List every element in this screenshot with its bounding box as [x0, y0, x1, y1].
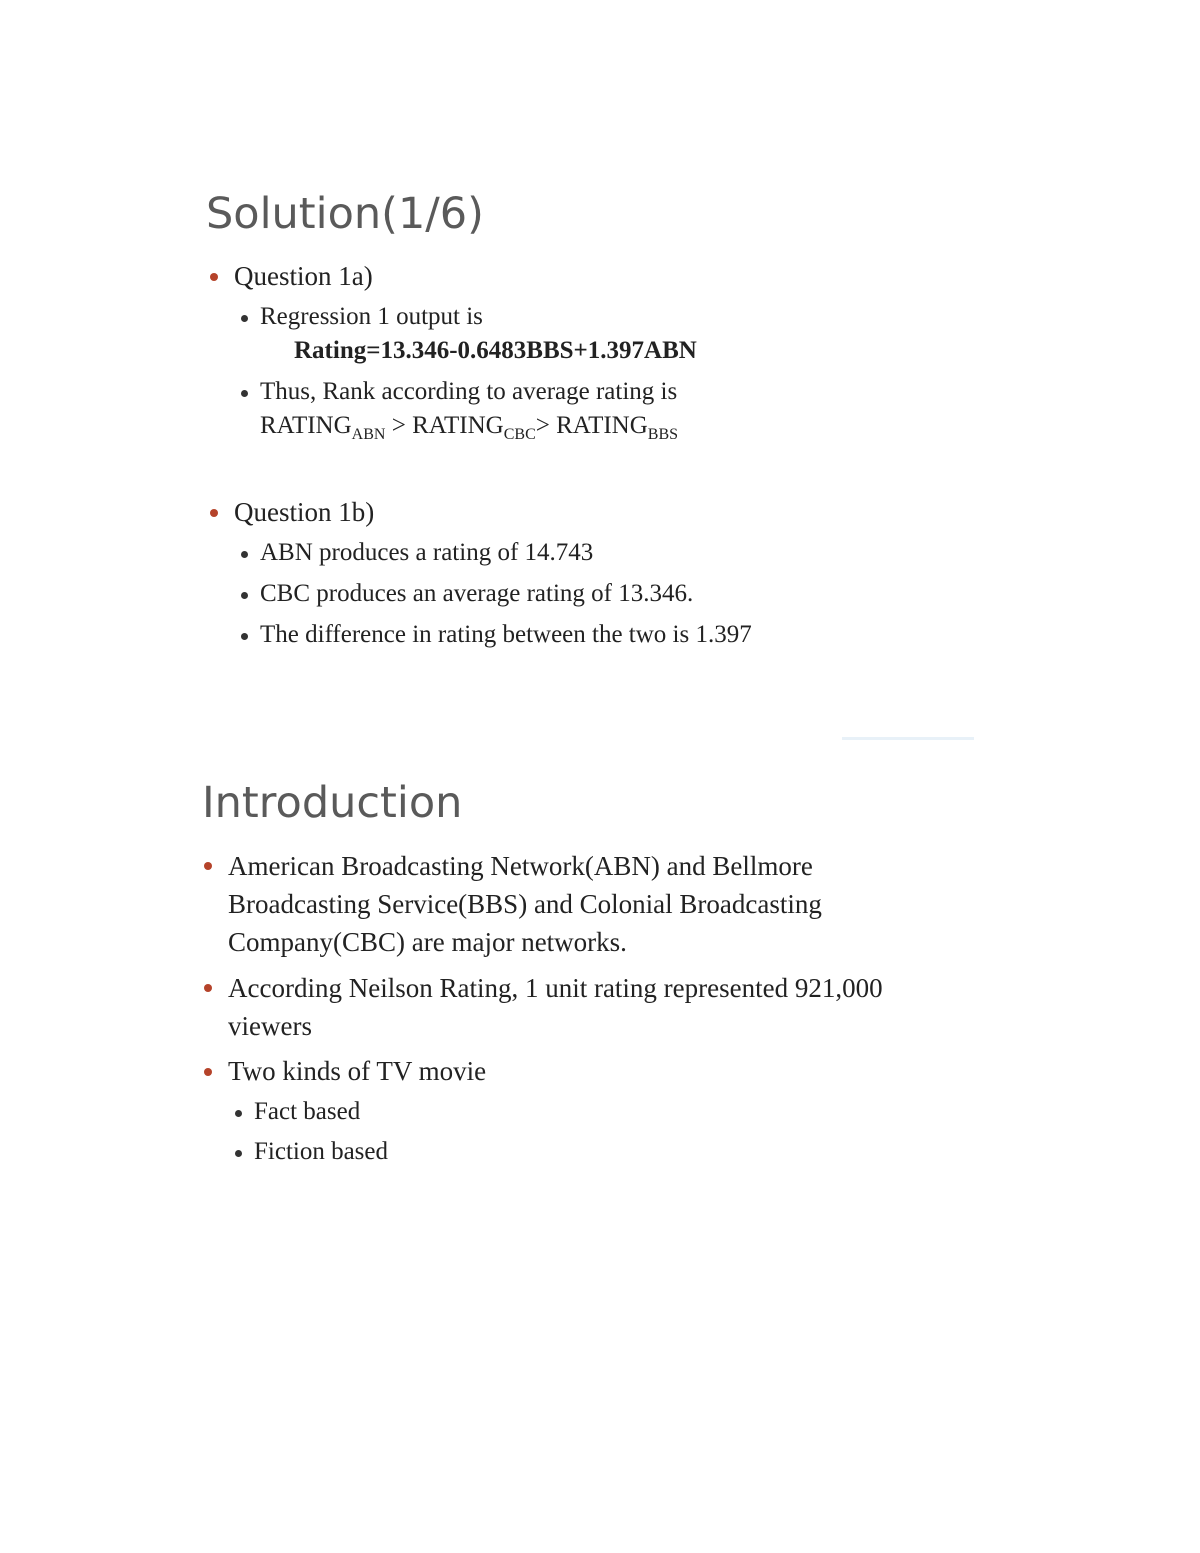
bullet-dot: [204, 862, 212, 870]
bullet-dot: [241, 315, 248, 322]
regression-formula: Rating=13.346-0.6483BBS+1.397ABN: [294, 337, 697, 364]
rank-separator: >: [385, 412, 413, 439]
introduction-title: Introduction: [202, 778, 463, 828]
bullet-dot: [241, 592, 248, 599]
bullet-dot: [204, 1068, 212, 1076]
bullet-dot: [241, 633, 248, 640]
rating-subscript-abn: ABN: [351, 426, 386, 443]
divider-line: [842, 737, 974, 740]
rating-subscript-bbs: BBS: [647, 426, 679, 443]
solution-title: Solution(1/6): [206, 189, 484, 239]
intro-bullet: According Neilson Rating, 1 unit rating represented 921,000 viewers: [228, 973, 883, 1041]
q1b-item: CBC produces an average rating of 13.346.: [260, 580, 694, 607]
intro-bullet: American Broadcasting Network(ABN) and Bellmore Broadcasting Service(BBS) and Colonial Broadcasting Company(CBC) are major networks.: [228, 851, 822, 957]
bullet-dot: [235, 1150, 242, 1157]
rank-separator: >: [535, 412, 557, 439]
rating-subscript-cbc: CBC: [503, 426, 536, 443]
question-1b-label: Question 1b): [234, 497, 375, 527]
intro-sub-bullet: Fact based: [254, 1098, 361, 1125]
q1b-item: ABN produces a rating of 14.743: [260, 539, 594, 566]
bullet-dot: [210, 273, 218, 281]
rating-word: RATING: [412, 412, 504, 439]
bullet-dot: [241, 390, 248, 397]
intro-bullet: Two kinds of TV movie: [228, 1056, 487, 1086]
rank-expression: [260, 412, 679, 443]
rating-word: RATING: [260, 412, 352, 439]
regression-text: Regression 1 output is: [260, 303, 483, 330]
intro-sub-bullet: Fiction based: [254, 1138, 389, 1165]
bullet-dot: [210, 509, 218, 517]
q1b-item: The difference in rating between the two is 1.397: [260, 621, 752, 648]
rating-word: RATING: [556, 412, 648, 439]
bullet-dot: [235, 1110, 242, 1117]
bullet-dot: [204, 984, 212, 992]
rank-text: Thus, Rank according to average rating is: [260, 378, 678, 405]
bullet-dot: [241, 551, 248, 558]
question-1a-label: Question 1a): [234, 261, 373, 291]
